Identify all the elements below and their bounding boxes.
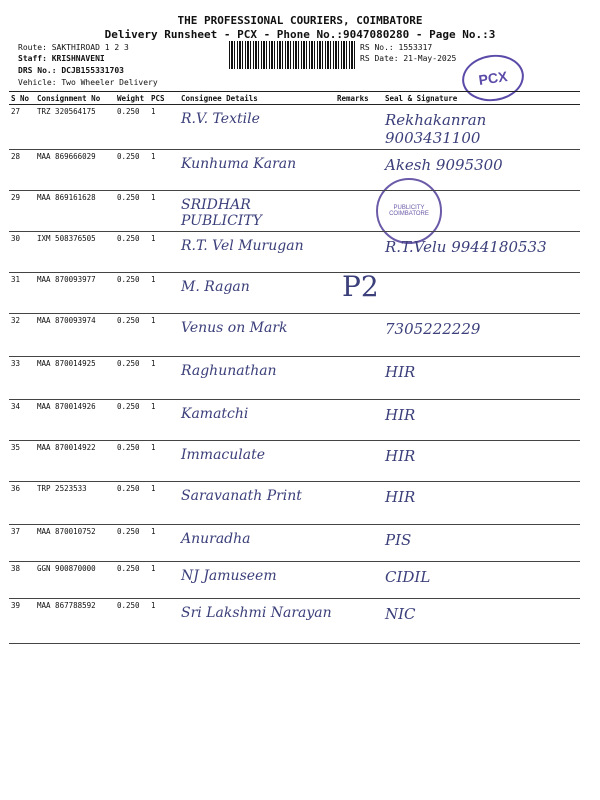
sno-value: 35: [11, 443, 21, 452]
remarks-cell: [335, 525, 383, 562]
table-header-row: [9, 92, 580, 105]
table-row: [9, 314, 580, 357]
weight: 0.250: [115, 150, 149, 191]
pcs: 1: [149, 482, 179, 525]
remarks-cell: [335, 441, 383, 482]
consignee-name: R.T. Vel Murugan: [179, 232, 335, 273]
remarks-cell: [335, 150, 383, 191]
table-row: [9, 232, 580, 273]
table-row: [9, 441, 580, 482]
weight: 0.250: [115, 441, 149, 482]
runsheet-title: Delivery Runsheet - PCX - Phone No.:9047080280 - Page No.:3: [104, 28, 496, 41]
pcs: 1: [149, 562, 179, 599]
consignment-no: MAA 867788592: [35, 599, 115, 644]
weight: 0.250: [115, 314, 149, 357]
sno-value: 33: [11, 359, 21, 368]
remarks-cell: [335, 232, 383, 273]
sno-value: 32: [11, 316, 21, 325]
consignee-name: Anuradha: [179, 525, 335, 562]
consignee-name: Raghunathan: [179, 357, 335, 400]
col-consignment: Consignment No: [35, 92, 115, 105]
sno-value: 36: [11, 484, 21, 493]
sno-cell: [9, 105, 35, 150]
seal-signature: HIR: [383, 482, 580, 525]
consignment-no: MAA 870014925: [35, 357, 115, 400]
sno-cell: [9, 562, 35, 599]
sno-cell: [9, 191, 35, 232]
seal-signature: HIR: [383, 400, 580, 441]
remarks-cell: [335, 357, 383, 400]
remarks-cell: [335, 400, 383, 441]
col-remarks: Remarks: [335, 92, 383, 105]
table-row: [9, 357, 580, 400]
remarks-cell: [335, 273, 383, 314]
pcs: 1: [149, 525, 179, 562]
weight: 0.250: [115, 105, 149, 150]
rs-date-label: RS Date: 21-May-2025: [360, 54, 457, 63]
col-weight: Weight: [115, 92, 149, 105]
pcx-stamp: PCX: [459, 51, 527, 105]
weight: 0.250: [115, 400, 149, 441]
col-seal-signature: Seal & Signature: [383, 92, 580, 105]
sno-cell: [9, 599, 35, 644]
sno-cell: [9, 525, 35, 562]
seal-signature: 7305222229: [383, 314, 580, 357]
consignee-name: SRIDHAR PUBLICITY: [179, 191, 335, 232]
vehicle-label: Vehicle: Two Wheeler Delivery: [18, 78, 158, 87]
pcs: 1: [149, 105, 179, 150]
consignee-name: Kunhuma Karan: [179, 150, 335, 191]
pcs: 1: [149, 357, 179, 400]
seal-signature: Akesh 9095300: [383, 150, 580, 191]
table-row: [9, 191, 580, 232]
consignment-no: MAA 869666029: [35, 150, 115, 191]
remarks-cell: [335, 482, 383, 525]
consignment-no: MAA 870093974: [35, 314, 115, 357]
sno-cell: [9, 357, 35, 400]
consignment-no: MAA 870093977: [35, 273, 115, 314]
pcs: 1: [149, 441, 179, 482]
consignment-no: TRZ 320564175: [35, 105, 115, 150]
table-row: [9, 525, 580, 562]
col-pcs: PCS: [149, 92, 179, 105]
table-row: [9, 482, 580, 525]
consignee-name: Venus on Mark: [179, 314, 335, 357]
pcs: 1: [149, 599, 179, 644]
weight: 0.250: [115, 525, 149, 562]
sno-cell: [9, 314, 35, 357]
sno-cell: [9, 482, 35, 525]
sno-value: 27: [11, 107, 21, 116]
pcs: 1: [149, 150, 179, 191]
sno-cell: [9, 441, 35, 482]
table-row: [9, 599, 580, 644]
col-sno: S No: [9, 92, 35, 105]
remarks-cell: [335, 105, 383, 150]
remarks-cell: [335, 314, 383, 357]
consignment-no: MAA 870010752: [35, 525, 115, 562]
pcs: 1: [149, 314, 179, 357]
weight: 0.250: [115, 232, 149, 273]
seal-signature: HIR: [383, 357, 580, 400]
seal-signature: HIR: [383, 441, 580, 482]
weight: 0.250: [115, 191, 149, 232]
table-row: [9, 105, 580, 150]
pcs: 1: [149, 191, 179, 232]
pcs: 1: [149, 232, 179, 273]
sno-cell: [9, 273, 35, 314]
consignment-no: MAA 870014926: [35, 400, 115, 441]
sno-value: 38: [11, 564, 21, 573]
consignee-name: Kamatchi: [179, 400, 335, 441]
table-row: [9, 400, 580, 441]
consignment-no: GGN 900870000: [35, 562, 115, 599]
pcs: 1: [149, 400, 179, 441]
consignee-name: M. Ragan: [179, 273, 335, 314]
seal-signature: NIC: [383, 599, 580, 644]
consignee-name: Immaculate: [179, 441, 335, 482]
sno-value: 30: [11, 234, 21, 243]
table-row: [9, 150, 580, 191]
remarks-cell: [335, 191, 383, 232]
publicity-seal: PUBLICITY COIMBATORE: [376, 178, 442, 244]
remarks-cell: [335, 599, 383, 644]
consignee-name: NJ Jamuseem: [179, 562, 335, 599]
drs-label: DRS No.: DCJB155331703: [18, 66, 124, 75]
sno-value: 28: [11, 152, 21, 161]
sno-cell: [9, 150, 35, 191]
consignment-no: TRP 2523533: [35, 482, 115, 525]
staff-label: Staff: KRISHNAVENI: [18, 54, 105, 63]
weight: 0.250: [115, 562, 149, 599]
rs-no-label: RS No.: 1553317: [360, 43, 433, 52]
route-label: Route: SAKTHIROAD 1 2 3: [18, 43, 129, 52]
seal-signature: PIS: [383, 525, 580, 562]
sno-value: 29: [11, 193, 21, 202]
sno-value: 37: [11, 527, 21, 536]
sno-cell: [9, 400, 35, 441]
consignment-no: MAA 869161628: [35, 191, 115, 232]
sno-value: 39: [11, 601, 21, 610]
table-row: [9, 273, 580, 314]
company-title: THE PROFESSIONAL COURIERS, COIMBATORE: [177, 14, 423, 27]
seal-signature: R.T.Velu 9944180533: [383, 232, 580, 273]
consignment-no: MAA 870014922: [35, 441, 115, 482]
barcode: [229, 41, 355, 69]
sno-cell: [9, 232, 35, 273]
consignment-no: IXM 508376505: [35, 232, 115, 273]
remarks-cell: [335, 562, 383, 599]
table-row: [9, 562, 580, 599]
seal-signature: Rekhakanran 9003431100: [383, 105, 580, 150]
consignee-name: Sri Lakshmi Narayan: [179, 599, 335, 644]
weight: 0.250: [115, 599, 149, 644]
seal-signature: CIDIL: [383, 562, 580, 599]
remarks-handwritten-mark: P2: [342, 270, 379, 303]
seal-signature: [383, 191, 580, 232]
weight: 0.250: [115, 273, 149, 314]
pcs: 1: [149, 273, 179, 314]
weight: 0.250: [115, 482, 149, 525]
sno-value: 34: [11, 402, 21, 411]
col-consignee: Consignee Details: [179, 92, 335, 105]
weight: 0.250: [115, 357, 149, 400]
consignee-name: Saravanath Print: [179, 482, 335, 525]
consignee-name: R.V. Textile: [179, 105, 335, 150]
seal-signature: [383, 273, 580, 314]
runsheet-table: [9, 91, 580, 644]
sno-value: 31: [11, 275, 21, 284]
